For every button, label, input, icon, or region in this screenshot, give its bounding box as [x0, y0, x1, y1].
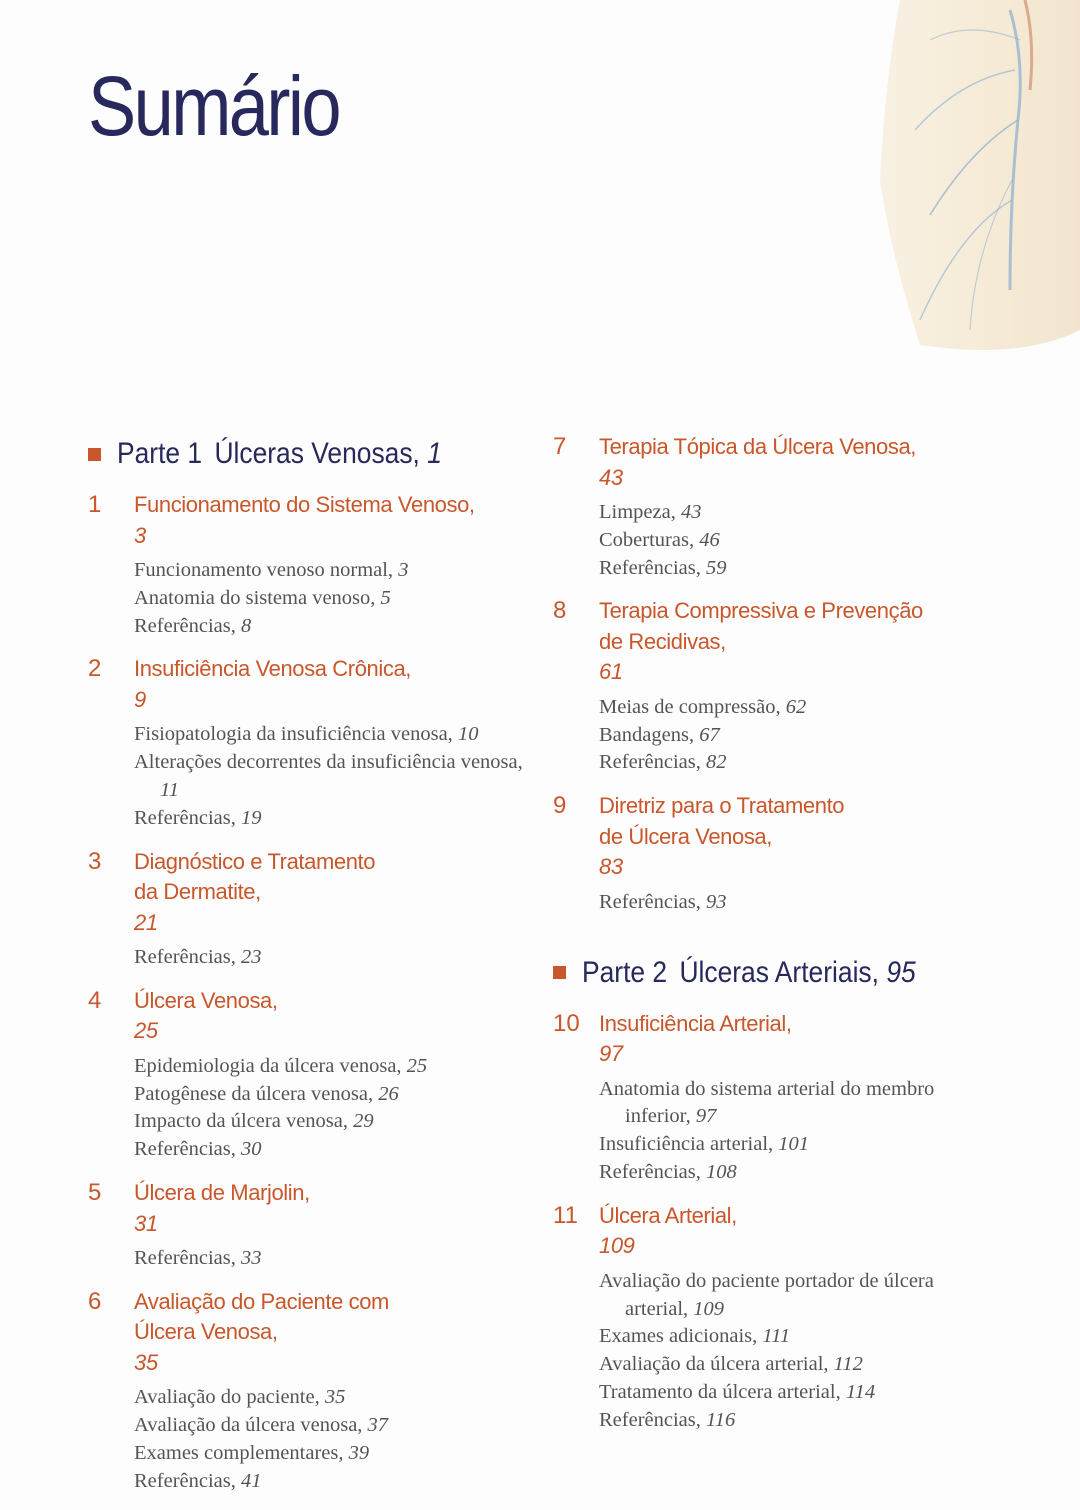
section-page: 101: [778, 1133, 810, 1156]
section-list: [134, 944, 538, 972]
toc-chapter[interactable]: [88, 847, 538, 972]
section-list: [599, 1268, 983, 1435]
section-page: 11: [160, 778, 179, 801]
section-list: [134, 557, 538, 640]
toc-section[interactable]: Referências, 41: [134, 1469, 262, 1492]
chapter-page: 43: [599, 464, 623, 490]
chapter-number: 5: [88, 1179, 102, 1207]
toc-section[interactable]: Referências, 33: [134, 1247, 262, 1270]
chapter-number: 7: [553, 433, 567, 460]
chapter-title-line: Úlcera Venosa, 25: [134, 986, 538, 1047]
part-label: Parte 2: [582, 955, 668, 989]
section-page: 33: [241, 1247, 262, 1270]
section-page: 19: [241, 806, 262, 829]
section-list: [599, 1076, 983, 1187]
toc-section[interactable]: Referências, 108: [599, 1160, 737, 1183]
toc-section[interactable]: Avaliação da úlcera venosa, 37: [134, 1414, 389, 1437]
section-page: 93: [706, 890, 727, 913]
chapter-page: 61: [599, 659, 623, 685]
toc-section[interactable]: Patogênese da úlcera venosa, 26: [134, 1082, 399, 1105]
section-page: 25: [406, 1054, 428, 1077]
chapter-page: 25: [134, 1018, 158, 1044]
section-page: 5: [380, 586, 391, 609]
section-page: 97: [695, 1105, 717, 1128]
chapter-title-line: Úlcera Venosa, 35: [134, 1317, 538, 1378]
toc-section[interactable]: Anatomia do sistema venoso, 5: [134, 586, 391, 609]
chapter-title-line: Diretriz para o Tratamento: [599, 793, 845, 819]
toc-section[interactable]: Bandagens, 67: [599, 723, 720, 746]
toc-section[interactable]: Anatomia do sistema arterial do membro inferior, 97: [599, 1077, 935, 1128]
chapter-title-line: Úlcera de Marjolin, 31: [134, 1178, 538, 1239]
chapter-title: [599, 432, 983, 493]
chapter-page: 97: [599, 1041, 623, 1067]
section-list: [599, 889, 983, 917]
chapter-number: 9: [553, 792, 567, 820]
section-page: 8: [241, 614, 252, 637]
chapter-title: [599, 596, 983, 688]
toc-right-column: [553, 432, 983, 1449]
chapter-title: [134, 490, 538, 551]
chapter-title-line: Insuficiência Arterial, 97: [599, 1009, 983, 1070]
chapter-number: 10: [553, 1009, 580, 1037]
section-page: 39: [348, 1441, 370, 1464]
part-label: Parte 1: [117, 437, 203, 470]
chapter-title: [599, 1009, 983, 1070]
section-page: 26: [378, 1082, 399, 1105]
toc-chapter[interactable]: [553, 432, 983, 582]
chapter-number: 4: [88, 986, 102, 1014]
part-heading-text: [117, 437, 442, 471]
toc-section[interactable]: Referências, 19: [134, 806, 262, 829]
toc-section[interactable]: Limpeza, 43: [599, 501, 702, 523]
chapter-title-line: Avaliação do Paciente com: [134, 1288, 389, 1314]
section-page: 29: [353, 1110, 374, 1133]
chapter-title-line: Terapia Compressiva e Prevenção: [599, 598, 923, 624]
section-page: 109: [693, 1297, 725, 1320]
part-page: 95: [886, 955, 916, 989]
toc-chapter[interactable]: [553, 1201, 983, 1435]
chapter-number: 11: [553, 1201, 578, 1229]
part-page: 1: [427, 437, 442, 470]
section-page: 46: [699, 528, 720, 551]
toc-section[interactable]: Referências, 93: [599, 890, 727, 913]
section-list: [599, 499, 983, 582]
section-page: 116: [706, 1408, 736, 1431]
toc-section[interactable]: Referências, 82: [599, 751, 727, 774]
toc-section[interactable]: Avaliação do paciente portador de úlcera arterial, 109: [599, 1269, 934, 1320]
part-bullet-icon: [88, 448, 101, 461]
chapter-page: 31: [134, 1210, 158, 1236]
chapter-title: [134, 1287, 538, 1379]
toc-section[interactable]: Alterações decorrentes da insuficiência venosa, 11: [134, 751, 523, 801]
chapter-page: 3: [134, 522, 146, 548]
section-page: 3: [398, 559, 409, 581]
section-page: 43: [680, 501, 702, 523]
section-list: [134, 721, 538, 832]
toc-left-column: [88, 432, 538, 1510]
toc-chapter[interactable]: [88, 986, 538, 1164]
toc-chapter[interactable]: [553, 596, 983, 777]
toc-chapter[interactable]: [553, 791, 983, 916]
chapter-title-line: Terapia Tópica da Úlcera Venosa, 43: [599, 432, 983, 493]
toc-chapter[interactable]: [553, 1009, 983, 1187]
toc-section[interactable]: Fisiopatologia da insuficiência venosa, 10: [134, 723, 479, 746]
chapter-number: 1: [88, 491, 102, 518]
chapter-number: 8: [553, 597, 567, 625]
toc-section[interactable]: Referências, 30: [134, 1138, 262, 1161]
page-title: Sumário: [88, 59, 339, 153]
chapter-number: 2: [88, 655, 102, 683]
chapter-title-line: da Dermatite, 21: [134, 877, 538, 938]
chapter-page: 109: [599, 1233, 635, 1259]
chapter-title-line: de Recidivas, 61: [599, 627, 983, 688]
chapter-title: [134, 986, 538, 1047]
chapter-title-line: de Úlcera Venosa, 83: [599, 822, 983, 883]
leg-vein-illustration: [860, 0, 1080, 370]
chapter-title: [599, 1201, 983, 1262]
section-page: 62: [785, 695, 807, 718]
chapter-number: 3: [88, 847, 102, 875]
chapter-title-line: Úlcera Arterial, 109: [599, 1201, 983, 1262]
toc-section[interactable]: Referências, 59: [599, 556, 727, 579]
toc-chapter[interactable]: [88, 654, 538, 832]
chapter-page: 83: [599, 854, 623, 880]
section-page: 67: [699, 723, 720, 746]
toc-section[interactable]: Epidemiologia da úlcera venosa, 25: [134, 1054, 428, 1077]
toc-section[interactable]: Insuficiência arterial, 101: [599, 1133, 810, 1156]
toc-chapter[interactable]: [88, 1287, 538, 1496]
toc-section[interactable]: Exames complementares, 39: [134, 1441, 370, 1464]
chapter-title: [599, 791, 983, 883]
part-heading: [553, 951, 983, 995]
toc-section[interactable]: Avaliação do paciente, 35: [134, 1386, 346, 1409]
section-page: 59: [706, 556, 727, 579]
section-page: 112: [833, 1353, 863, 1376]
chapter-page: 35: [134, 1349, 158, 1375]
chapter-page: 9: [134, 686, 146, 712]
section-list: [134, 1053, 538, 1164]
part-heading: [88, 432, 538, 476]
chapter-page: 21: [134, 909, 158, 935]
chapter-title: [134, 654, 538, 715]
section-page: 37: [367, 1414, 389, 1437]
toc-section[interactable]: Tratamento da úlcera arterial, 114: [599, 1380, 876, 1403]
chapter-title-line: Diagnóstico e Tratamento: [134, 848, 376, 874]
toc-section[interactable]: Funcionamento venoso normal, 3: [134, 559, 409, 581]
toc-chapter[interactable]: [88, 490, 538, 640]
section-list: [599, 694, 983, 777]
chapter-title: [134, 1178, 538, 1239]
chapter-title: [134, 847, 538, 939]
section-page: 114: [845, 1380, 876, 1403]
section-page: 30: [241, 1138, 262, 1161]
toc-section[interactable]: Referências, 8: [134, 614, 252, 637]
toc-section[interactable]: Exames adicionais, 111: [599, 1325, 791, 1348]
part-title: Úlceras Venosas,: [214, 437, 428, 470]
toc-section[interactable]: Impacto da úlcera venosa, 29: [134, 1110, 374, 1133]
part-bullet-icon: [553, 966, 566, 979]
chapter-number: 6: [88, 1287, 102, 1315]
toc-section[interactable]: Referências, 116: [599, 1408, 736, 1431]
part-title: Úlceras Arteriais,: [679, 955, 887, 989]
toc-chapter[interactable]: [88, 1178, 538, 1273]
section-page: 111: [762, 1325, 791, 1348]
section-list: [134, 1384, 538, 1495]
section-page: 10: [457, 723, 479, 746]
toc-section[interactable]: Coberturas, 46: [599, 528, 720, 551]
toc-section[interactable]: Meias de compressão, 62: [599, 695, 807, 718]
section-list: [134, 1245, 538, 1273]
toc-section[interactable]: Referências, 23: [134, 946, 262, 969]
section-page: 41: [241, 1469, 262, 1492]
toc-section[interactable]: Avaliação da úlcera arterial, 112: [599, 1353, 863, 1376]
section-page: 108: [706, 1160, 737, 1183]
chapter-title-line: Insuficiência Venosa Crônica, 9: [134, 654, 538, 715]
chapter-title-line: Funcionamento do Sistema Venoso, 3: [134, 490, 538, 551]
section-page: 35: [324, 1386, 346, 1409]
section-page: 23: [241, 946, 262, 969]
section-page: 82: [706, 751, 727, 774]
part-heading-text: [582, 956, 916, 990]
